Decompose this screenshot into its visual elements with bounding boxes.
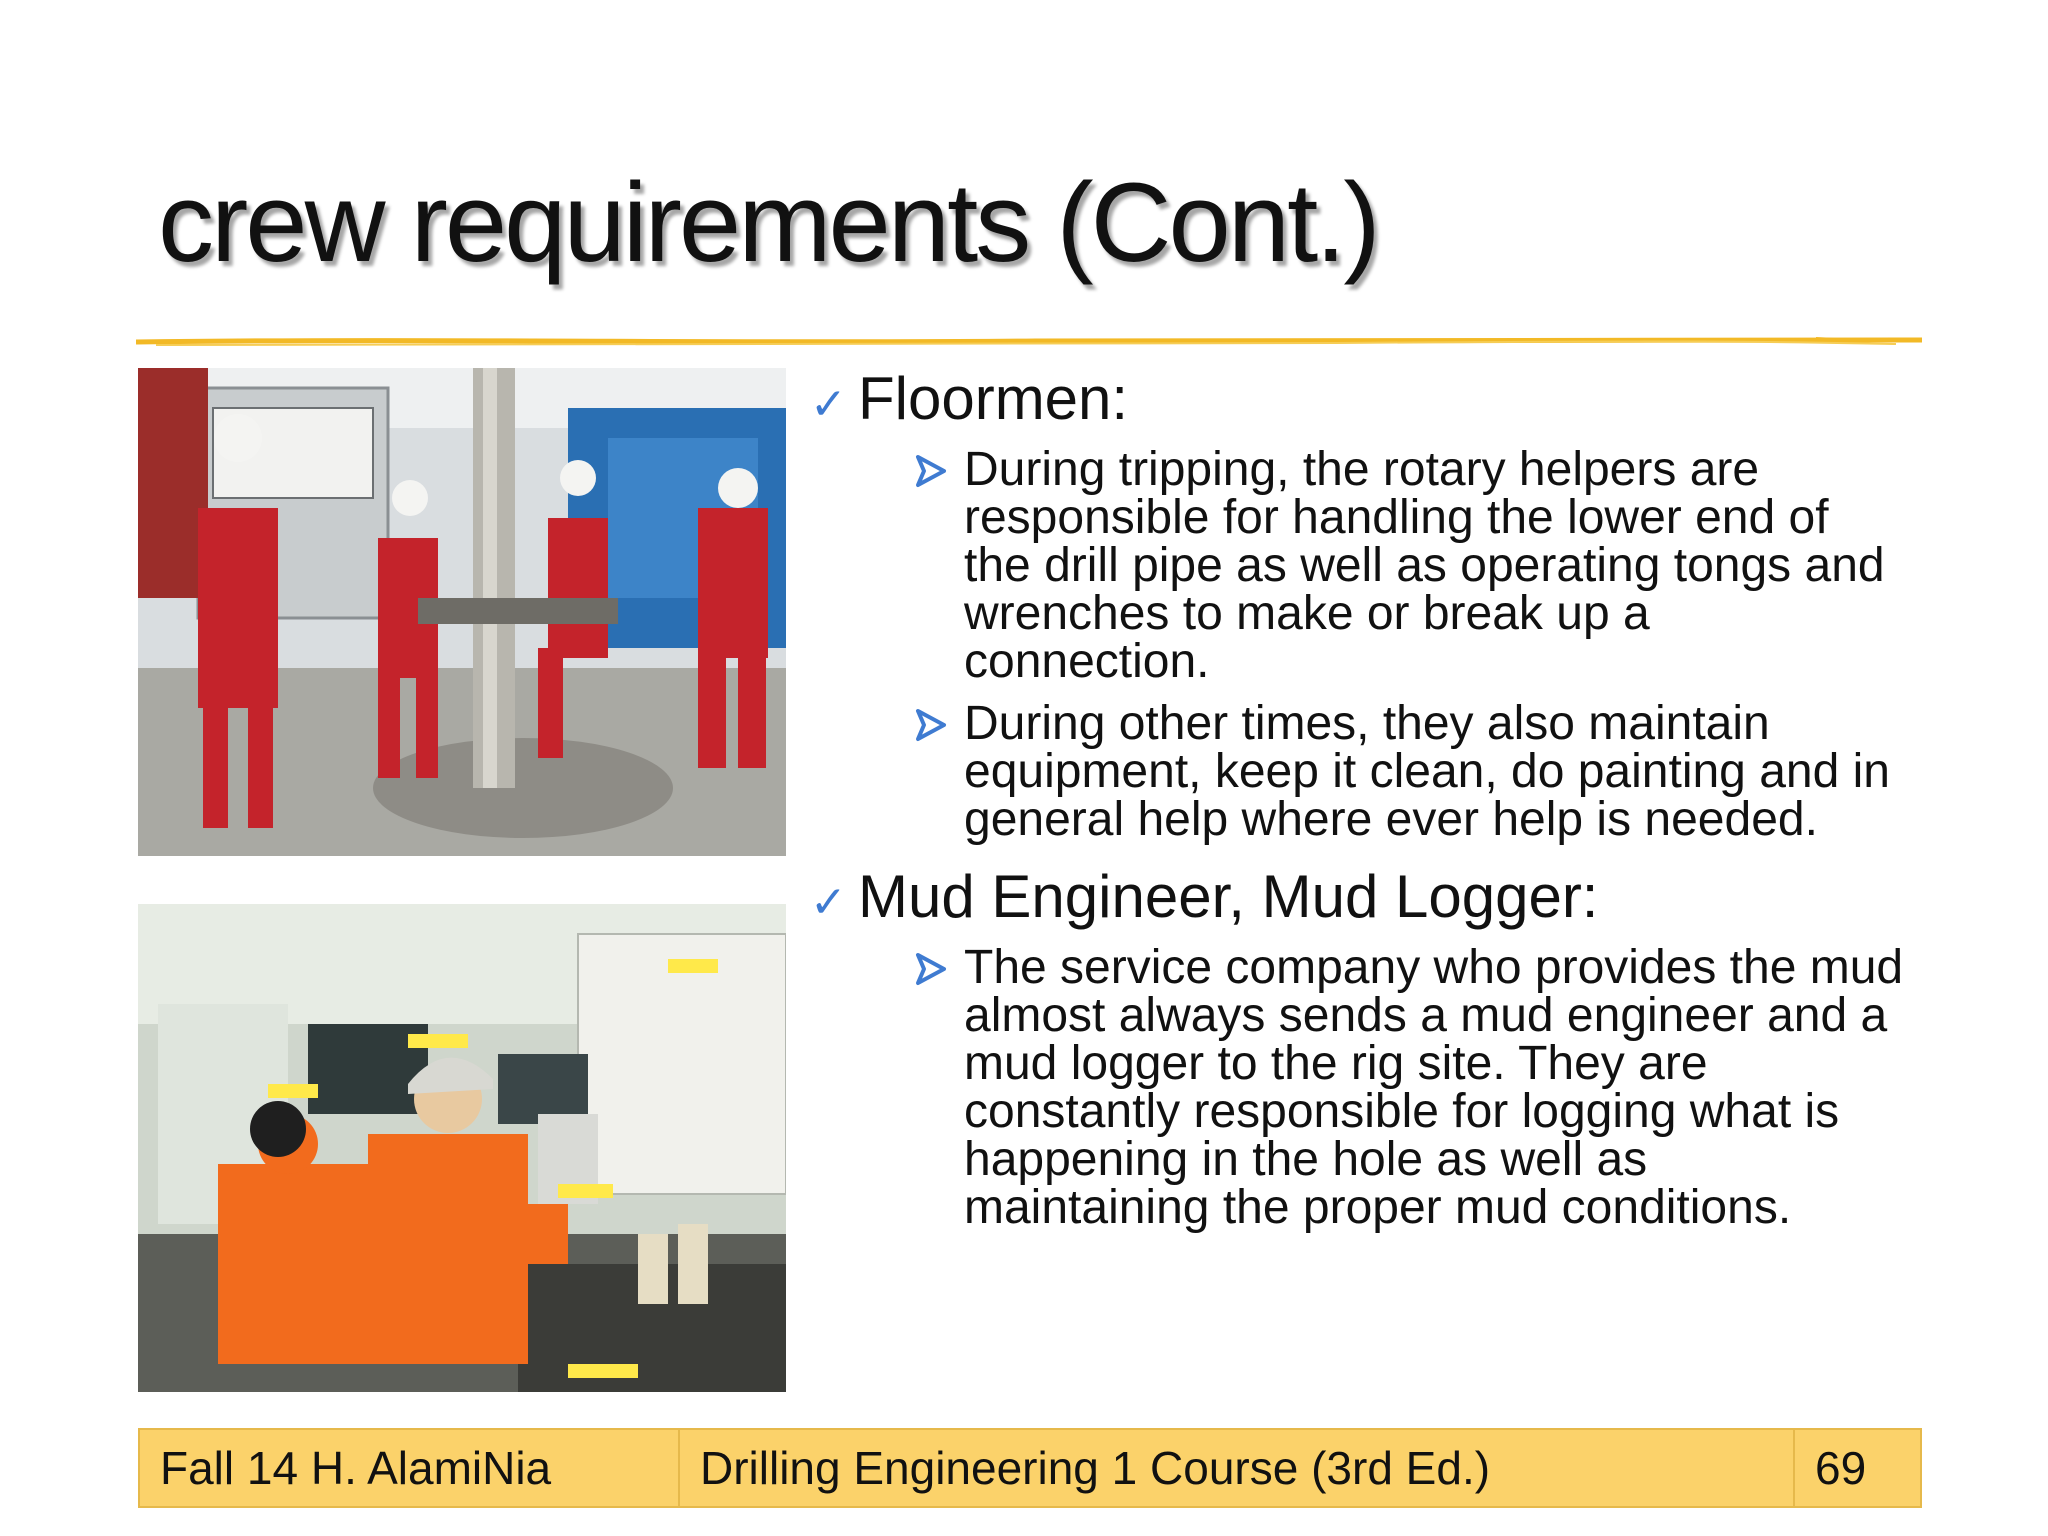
sub-bullet (914, 941, 1960, 1234)
checkmark-icon: ✓ (810, 878, 847, 927)
bullet-heading: Mud Engineer, Mud Logger: (858, 863, 1599, 930)
arrow-right-icon (914, 446, 964, 493)
arrow-right-icon (914, 944, 964, 991)
slide-title: crew requirements (Cont.) (158, 160, 1378, 285)
slide-number: 69 (1815, 1442, 1867, 1494)
mud-logger-photo (138, 904, 786, 1392)
footer-author: Fall 14 H. AlamiNia (140, 1430, 680, 1506)
sub-bullet-text: The service company who provides the mud almost always sends a mud engineer and a mud logger to the rig site. They are constantly responsible for logging what is happening in the hole as well as maintaining the proper mud conditions. (964, 941, 1904, 1234)
sub-bullet (914, 697, 1960, 846)
sub-bullet (914, 443, 1960, 688)
sub-bullet-text: During tripping, the rotary helpers are responsible for handling the lower end of the drill pipe as well as operating tongs and wrenches to make or break up a connection. (964, 443, 1885, 688)
slide-footer (138, 1428, 1922, 1508)
bullet-mud-engineer (810, 862, 1960, 938)
floormen-photo (138, 368, 786, 856)
footer-course: Drilling Engineering 1 Course (3rd Ed.) (680, 1430, 1795, 1506)
title-underline (136, 330, 1922, 352)
bullet-content (810, 364, 1960, 1232)
checkmark-icon: ✓ (810, 380, 847, 429)
bullet-heading: Floormen: (858, 365, 1129, 432)
sub-bullet-text: During other times, they also maintain equipment, keep it clean, do painting and in general help where ever help is needed. (964, 697, 1890, 846)
bullet-floormen (810, 364, 1960, 440)
arrow-right-icon (914, 700, 964, 747)
